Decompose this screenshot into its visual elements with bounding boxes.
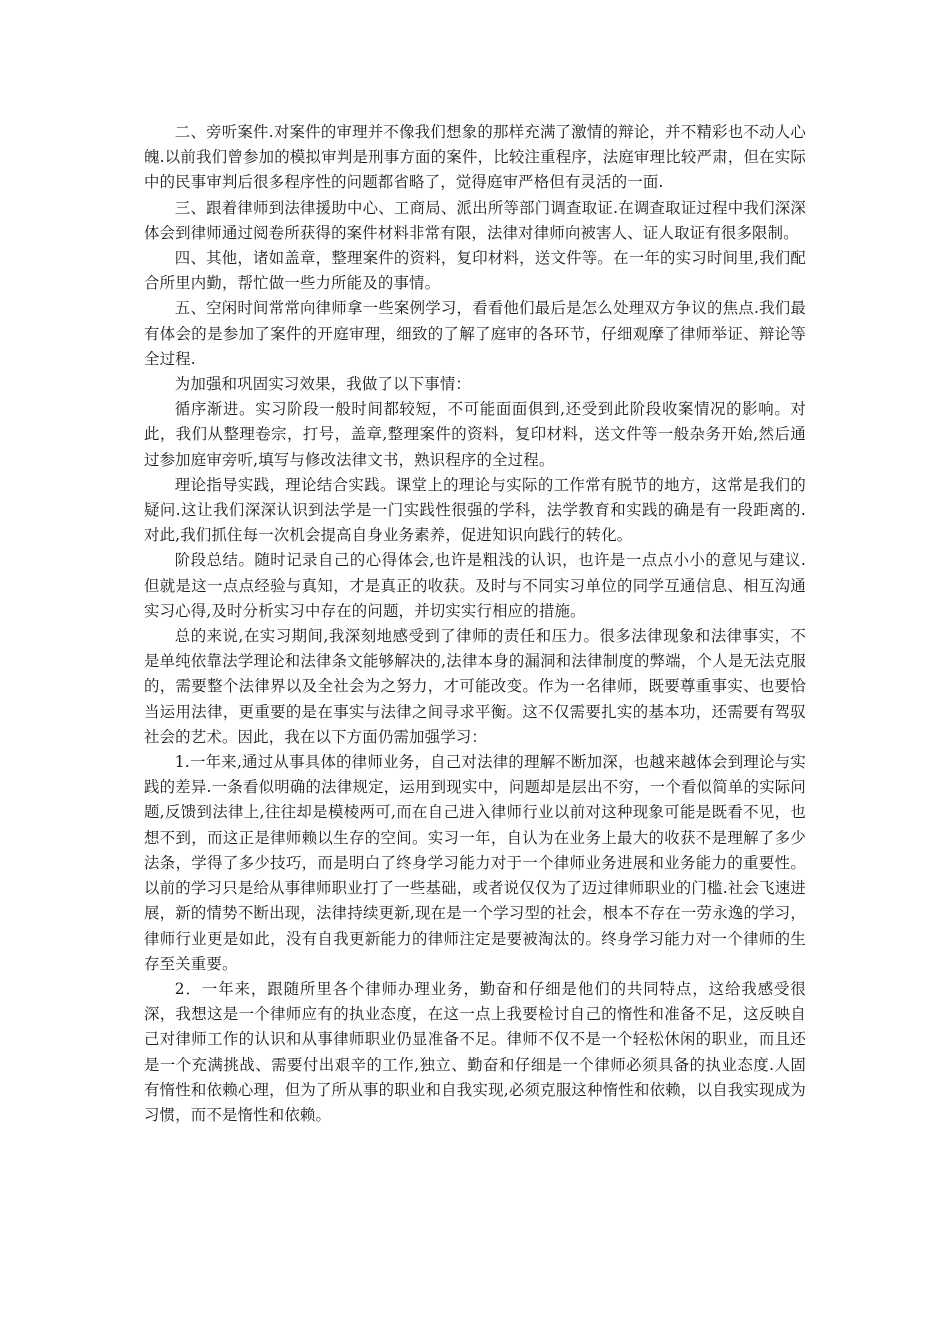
paragraph-point-1: 1.一年来,通过从事具体的律师业务，自己对法律的理解不断加深，也越来越体会到理论与实践的差异.一条看似明确的法律规定，运用到现实中，问题却是层出不穷，一个看似简单的实际问题,反馈到法律上,往往却是模棱两可,而在自己进入律师行业以前对这种现象可能是既看不见，也想不到，而这正是律师赖以生存的空间。实习一年，自认为在业务上最大的收获不是理解了多少法条，学得了多少技巧，而是明白了终身学习能力对于一个律师业务进展和业务能力的重要性。以前的学习只是给从事律师职业打了一些基础，或者说仅仅为了迈过律师职业的门槛.社会飞速进展，新的情势不断出现，法律持续更新,现在是一个学习型的社会，根本不存在一劳永逸的学习，律师行业更是如此，没有自我更新能力的律师注定是要被淘汰的。终身学习能力对一个律师的生存至关重要。: [144, 753, 806, 973]
paragraph-3-evidence-collection: 三、跟着律师到法律援助中心、工商局、派出所等部门调查取证.在调查取证过程中我们深深体会到律师通过阅卷所获得的案件材料非常有限，法律对律师向被害人、证人取证有很多限制。: [144, 198, 806, 242]
document-body: [144, 120, 806, 1128]
paragraph-overall-summary: 总的来说,在实习期间,我深刻地感受到了律师的责任和压力。很多法律现象和法律事实，不是单纯依靠法学理论和法律条文能够解决的,法律本身的漏洞和法律制度的弊端，个人是无法克服的，需要整个法律界以及全社会为之努力，才可能改变。作为一名律师，既要尊重事实、也要恰当运用法律，更重要的是在事实与法律之间寻求平衡。这不仅需要扎实的基本功，还需要有驾驭社会的艺术。因此，我在以下方面仍需加强学习：: [144, 627, 806, 746]
paragraph-4-other-tasks: 四、其他，诸如盖章，整理案件的资料，复印材料，送文件等。在一年的实习时间里,我们配合所里内勤，帮忙做一些力所能及的事情。: [144, 249, 806, 293]
paragraph-5-case-study: 五、空闲时间常常向律师拿一些案例学习，看看他们最后是怎么处理双方争议的焦点.我们最有体会的是参加了案件的开庭审理，细致的了解了庭审的各环节，仔细观摩了律师举证、辩论等全过程.: [144, 299, 806, 368]
paragraph-stage-summary: 阶段总结。随时记录自己的心得体会,也许是粗浅的认识，也许是一点点小小的意见与建议.但就是这一点点经验与真知，才是真正的收获。及时与不同实习单位的同学互通信息、相互沟通实习心得,及时分析实习中存在的问题，并切实实行相应的措施。: [144, 551, 806, 620]
paragraph-theory-practice: 理论指导实践，理论结合实践。课堂上的理论与实际的工作常有脱节的地方，这常是我们的疑问.这让我们深深认识到法学是一门实践性很强的学科，法学教育和实践的确是有一段距离的.对此,我们抓住每一次机会提高自身业务素养，促进知识向践行的转化。: [144, 475, 806, 545]
paragraph-reinforcement-intro: 为加强和巩固实习效果，我做了以下事情：: [174, 375, 472, 394]
paragraph-point-2: 2．一年来，跟随所里各个律师办理业务，勤奋和仔细是他们的共同特点，这给我感受很深，我想这是一个律师应有的执业态度，在这一点上我要检讨自己的惰性和准备不足，这反映自己对律师工作的认识和从事律师职业仍显准备不足。律师不仅不是一个轻松休闲的职业，而且还是一个充满挑战、需要付出艰辛的工作,独立、勤奋和仔细是一个律师必须具备的执业态度.人固有惰性和依赖心理，但为了所从事的职业和自我实现,必须克服这种惰性和依赖，以自我实现成为习惯，而不是惰性和依赖。: [144, 979, 806, 1124]
paragraph-2-observe-cases: 二、旁听案件.对案件的审理并不像我们想象的那样充满了激情的辩论，并不精彩也不动人心魄.以前我们曾参加的模拟审判是刑事方面的案件，比较注重程序，法庭审理比较严肃，但在实际中的民事审判后很多程序性的问题都省略了，觉得庭审严格但有灵活的一面.: [144, 123, 806, 192]
paragraph-step-by-step: 循序渐进。实习阶段一般时间都较短，不可能面面俱到,还受到此阶段收案情况的影响。对此，我们从整理卷宗，打号，盖章,整理案件的资料，复印材料，送文件等一般杂务开始,然后通过参加庭审旁听,填写与修改法律文书，熟识程序的全过程。: [144, 400, 806, 469]
